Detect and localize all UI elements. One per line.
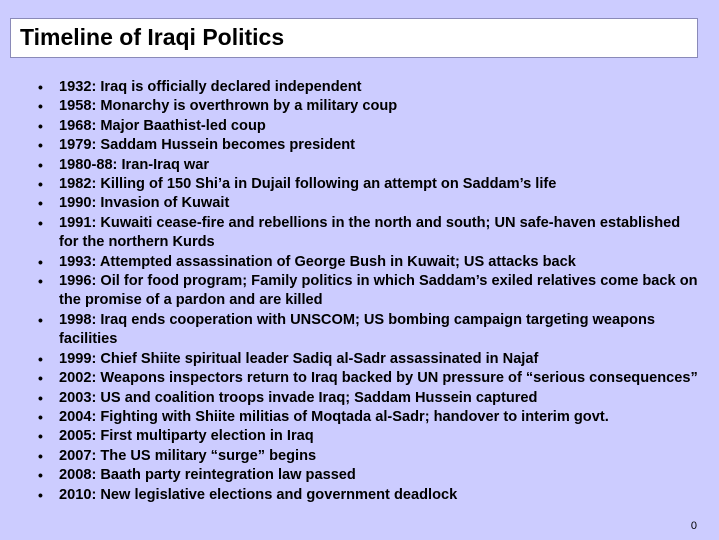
bullet-icon: • <box>38 370 43 387</box>
bullet-icon: • <box>38 428 43 445</box>
bullet-icon: • <box>38 214 43 231</box>
bullet-icon: • <box>38 79 43 95</box>
list-item-text: 1991: Kuwaiti cease-fire and rebellions in the north and south; UN safe-haven established for the northern Kurds <box>59 214 681 251</box>
bullet-icon: • <box>38 486 43 503</box>
list-item <box>38 214 698 253</box>
list-item <box>38 369 698 388</box>
list-item <box>38 78 698 97</box>
list-item-text: 2003: US and coalition troops invade Iraq; Saddam Hussein captured <box>59 389 538 406</box>
list-item <box>38 447 698 466</box>
list-item-text: 2004: Fighting with Shiite militias of Moqtada al-Sadr; handover to interim govt. <box>59 408 609 425</box>
bullet-icon: • <box>38 311 43 328</box>
bullet-icon: • <box>38 447 43 464</box>
bullet-icon: • <box>38 117 43 134</box>
title-box <box>10 18 698 58</box>
bullet-icon: • <box>38 389 43 406</box>
bullet-icon: • <box>38 273 43 290</box>
list-item <box>38 311 698 350</box>
bullet-icon: • <box>38 195 43 212</box>
list-item-text: 2010: New legislative elections and government deadlock <box>59 486 458 503</box>
list-item <box>38 272 698 311</box>
list-item-text: 2008: Baath party reintegration law passed <box>59 467 356 484</box>
list-item <box>38 350 698 369</box>
bullet-icon: • <box>38 176 43 193</box>
list-item-text: 1932: Iraq is officially declared independent <box>59 79 362 95</box>
bullet-icon: • <box>38 137 43 154</box>
timeline-list <box>38 78 698 505</box>
bullet-icon: • <box>38 350 43 367</box>
list-item <box>38 486 698 505</box>
bullet-icon: • <box>38 408 43 425</box>
bullet-icon: • <box>38 467 43 484</box>
list-item <box>38 194 698 213</box>
list-item <box>38 136 698 155</box>
list-item <box>38 253 698 272</box>
list-item-text: 2005: First multiparty election in Iraq <box>59 428 314 445</box>
bullet-icon: • <box>38 253 43 270</box>
bullet-icon: • <box>38 98 43 115</box>
list-item <box>38 97 698 116</box>
list-item <box>38 156 698 175</box>
list-item-text: 1996: Oil for food program; Family politics in which Saddam’s exiled relatives come back on the promise of a pardon and are killed <box>59 273 698 309</box>
slide-title: Timeline of Iraqi Politics <box>20 24 285 50</box>
page-number: 0 <box>690 520 697 532</box>
list-item <box>38 175 698 194</box>
list-item <box>38 389 698 408</box>
list-item <box>38 466 698 485</box>
list-item-text: 1990: Invasion of Kuwait <box>59 195 230 212</box>
list-item-text: 1980-88: Iran-Iraq war <box>59 156 210 173</box>
list-item-text: 1993: Attempted assassination of George Bush in Kuwait; US attacks back <box>59 253 576 270</box>
list-item-text: 2002: Weapons inspectors return to Iraq backed by UN pressure of “serious consequences” <box>59 370 698 387</box>
list-item <box>38 117 698 136</box>
list-item <box>38 408 698 427</box>
list-item-text: 1979: Saddam Hussein becomes president <box>59 137 356 154</box>
list-item-text: 1958: Monarchy is overthrown by a military coup <box>59 98 398 115</box>
list-item-text: 1998: Iraq ends cooperation with UNSCOM; US bombing campaign targeting weapons facilities <box>59 311 655 348</box>
bullet-icon: • <box>38 156 43 173</box>
list-item-text: 1982: Killing of 150 Shi’a in Dujail following an attempt on Saddam’s life <box>59 176 557 193</box>
list-item <box>38 427 698 446</box>
list-item-text: 1999: Chief Shiite spiritual leader Sadiq al-Sadr assassinated in Najaf <box>59 350 539 367</box>
list-item-text: 1968: Major Baathist-led coup <box>59 117 266 134</box>
list-item-text: 2007: The US military “surge” begins <box>59 447 317 464</box>
